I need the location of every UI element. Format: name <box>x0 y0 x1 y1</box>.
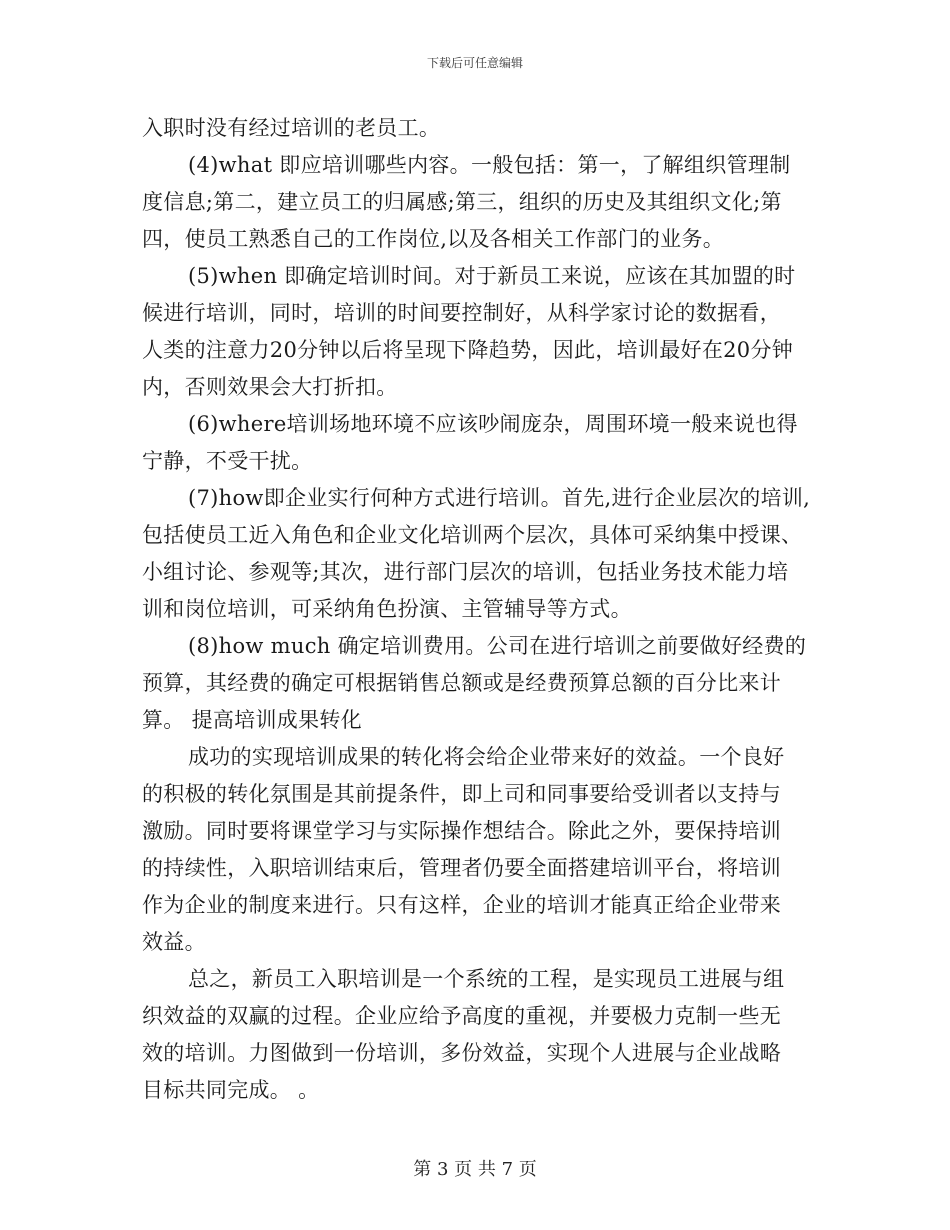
header-note: 下载后可任意编辑 <box>426 56 523 70</box>
text-line: (6)where培训场地环境不应该吵闹庞杂，周围环境一般来说也得 <box>188 412 798 436</box>
text-line: 效益。 <box>142 930 206 954</box>
text-line: 作为企业的制度来进行。只有这样，企业的培训才能真正给企业带来 <box>142 893 781 917</box>
text-line: 的持续性，入职培训结束后，管理者仍要全面搭建培训平台，将培训 <box>142 856 781 880</box>
text-line: 四，使员工熟悉自己的工作岗位,以及各相关工作部门的业务。 <box>142 227 725 251</box>
document-body <box>142 110 822 1109</box>
text-line: 宁静，不受干扰。 <box>142 449 313 473</box>
text-line: 小组讨论、参观等;其次，进行部门层次的培训，包括业务技术能力培 <box>142 560 789 584</box>
text-line: 织效益的双赢的过程。企业应给予高度的重视，并要极力克制一些无 <box>142 1004 781 1028</box>
text-line: 算。 提高培训成果转化 <box>142 708 362 732</box>
text-line: 候进行培训，同时，培训的时间要控制好，从科学家讨论的数据看， <box>142 301 781 325</box>
text-line: 内，否则效果会大打折扣。 <box>142 375 398 399</box>
text-line: 成功的实现培训成果的转化将会给企业带来好的效益。一个良好 <box>188 745 785 769</box>
text-line: 的积极的转化氛围是其前提条件，即上司和同事要给受训者以支持与 <box>142 782 781 806</box>
text-line: 预算，其经费的确定可根据销售总额或是经费预算总额的百分比来计 <box>142 671 781 695</box>
text-line: 包括使员工近入角色和企业文化培训两个层次，具体可采纳集中授课、 <box>142 523 803 547</box>
text-line: (4)what 即应培训哪些内容。一般包括：第一，了解组织管理制 <box>188 153 791 177</box>
page-number: 第 3 页 共 7 页 <box>413 1159 537 1180</box>
text-line: (8)how much 确定培训费用。公司在进行培训之前要做好经费的 <box>188 634 807 658</box>
text-line: 总之，新员工入职培训是一个系统的工程，是实现员工进展与组 <box>188 967 785 991</box>
text-line: (5)when 即确定培训时间。对于新员工来说，应该在其加盟的时 <box>188 264 796 288</box>
text-line: 激励。同时要将课堂学习与实际操作想结合。除此之外，要保持培训 <box>142 819 781 843</box>
text-line: 度信息;第二，建立员工的归属感;第三，组织的历史及其组织文化;第 <box>142 190 782 214</box>
text-line: (7)how即企业实行何种方式进行培训。首先,进行企业层次的培训, <box>188 486 811 510</box>
text-line: 训和岗位培训，可采纳角色扮演、主管辅导等方式。 <box>142 597 632 621</box>
text-line: 效的培训。力图做到一份培训，多份效益，实现个人进展与企业战略 <box>142 1041 781 1065</box>
text-line: 人类的注意力20分钟以后将呈现下降趋势，因此，培训最好在20分钟 <box>142 338 794 362</box>
text-line: 入职时没有经过培训的老员工。 <box>142 116 441 140</box>
text-line: 目标共同完成。 。 <box>142 1078 320 1102</box>
